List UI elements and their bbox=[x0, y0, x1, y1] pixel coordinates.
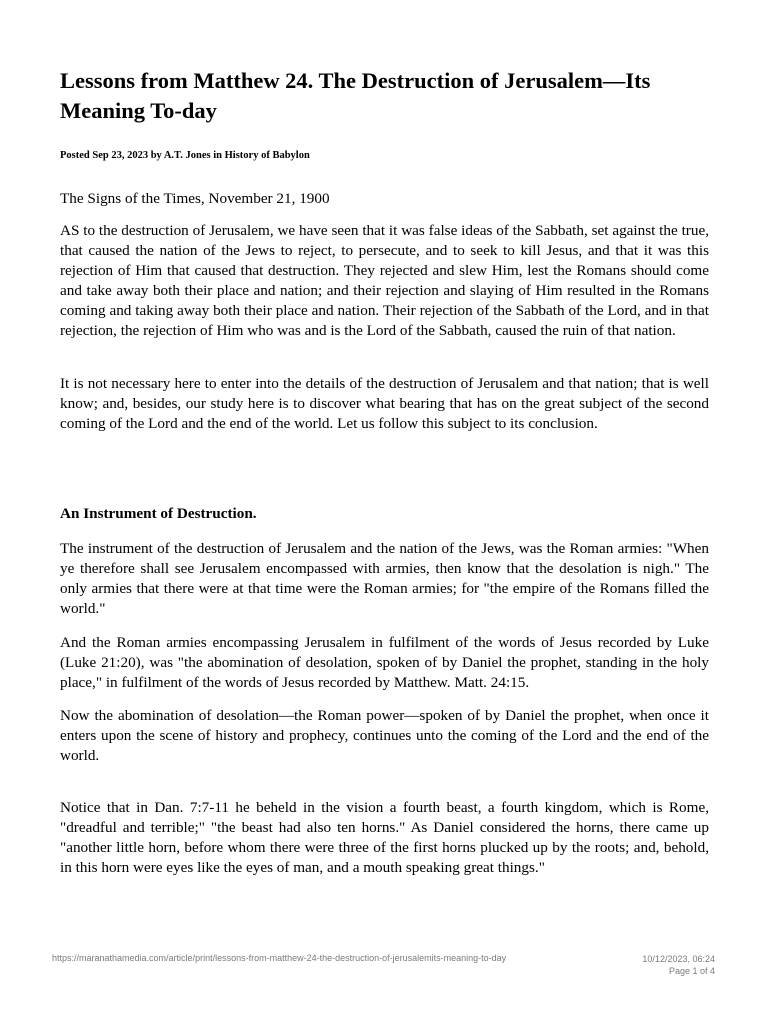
source-line: The Signs of the Times, November 21, 1900 bbox=[60, 190, 330, 207]
footer-page-number: Page 1 of 4 bbox=[668, 966, 715, 976]
footer-url-link[interactable]: https://maranathamedia.com/article/print/lessons-from-matthew-24-the-destruction-of-jerusalemits-meaning-to-day bbox=[52, 953, 507, 963]
post-meta: Posted Sep 23, 2023 by A.T. Jones in History of Babylon bbox=[60, 150, 310, 161]
article-title: Lessons from Matthew 24. The Destruction of Jerusalem—Its Meaning To-day bbox=[60, 68, 651, 123]
paragraph-1: AS to the destruction of Jerusalem, we have seen that it was false ideas of the Sabbath, set against the true, that caused the nation of the Jews to reject, to persecute, and to seek to kill Jesus, and that it was this rejection of Him that caused that destruction. They rejected and slew Him, lest the Romans should come and take away both their place and nation; and their rejection and slaying of Him resulted in the Romans coming and taking away both their place and nation. Their rejection of the Sabbath of the Lord, and in that rejection, the rejection of Him who was and is the Lord of the Sabbath, caused the ruin of that nation. bbox=[60, 222, 709, 339]
section-paragraph-1: The instrument of the destruction of Jerusalem and the nation of the Jews, was the Roman armies: "When ye therefore shall see Jerusalem encompassed with armies, then know that the desolation is nigh." The only armies that there were at that time were the Roman armies; for "the empire of the Romans filled the world." bbox=[60, 540, 709, 617]
section-paragraph-3: Now the abomination of desolation—the Roman power—spoken of by Daniel the prophet, when once it enters upon the scene of history and prophecy, continues unto the coming of the Lord and the end of the world. bbox=[60, 707, 709, 764]
section-heading: An Instrument of Destruction. bbox=[60, 505, 257, 522]
paragraph-2: It is not necessary here to enter into the details of the destruction of Jerusalem and that nation; that is well know; and, besides, our study here is to discover what bearing that has on the great subject of the second coming of the Lord and the end of the world. Let us follow this subject to its conclusion. bbox=[60, 375, 709, 432]
section-paragraph-2: And the Roman armies encompassing Jerusalem in fulfilment of the words of Jesus recorded by Luke (Luke 21:20), was "the abomination of desolation, spoken of by Daniel the prophet, standing in the holy place," in fulfilment of the words of Jesus recorded by Matthew. Matt. 24:15. bbox=[60, 634, 709, 691]
section-paragraph-4: Notice that in Dan. 7:7-11 he beheld in the vision a fourth beast, a fourth kingdom, which is Rome, "dreadful and terrible;" "the beast had also ten horns." As Daniel considered the horns, there came up "another little horn, before whom there were three of the first horns plucked up by the roots; and, behold, in this horn were eyes like the eyes of man, and a mouth speaking great things." bbox=[60, 799, 709, 876]
footer-info bbox=[642, 953, 715, 977]
footer-datetime: 10/12/2023, 06:24 bbox=[642, 954, 715, 964]
